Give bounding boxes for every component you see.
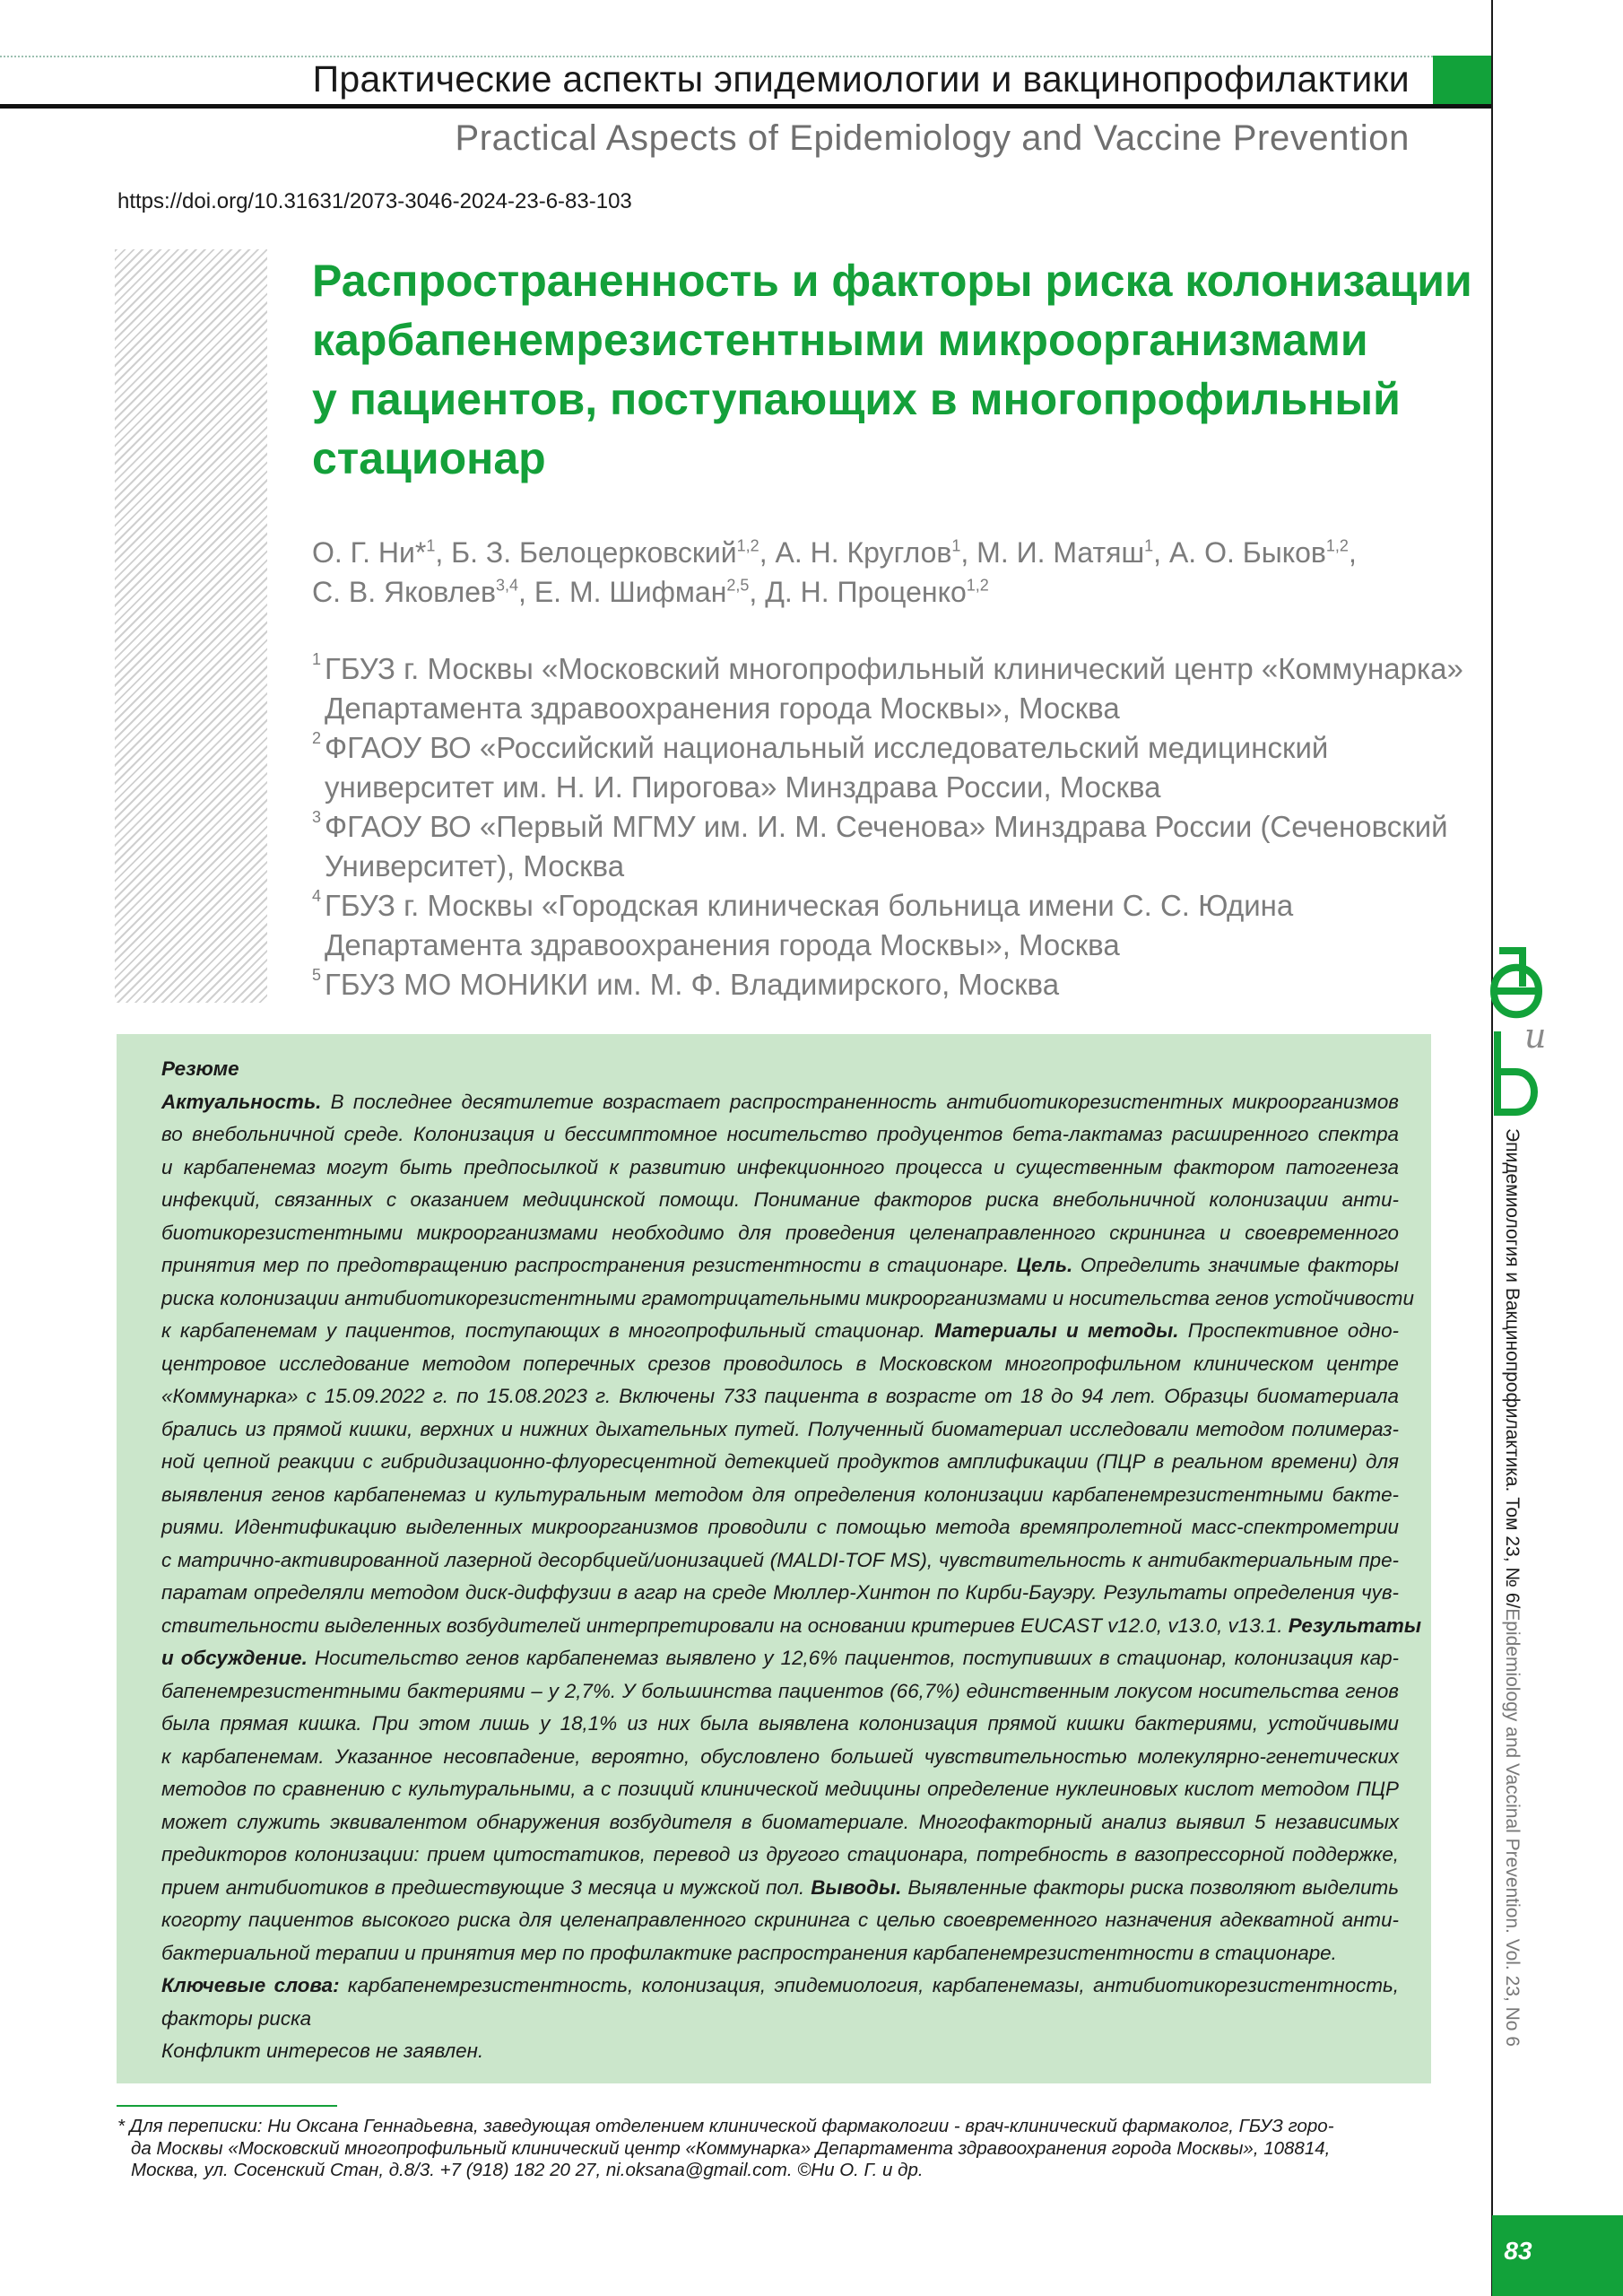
abstract-text-run: карбапенемрезистентность, колонизация, эпидемиология, карбапенемазы, антибиотикорезистентность, [339, 1974, 1400, 1996]
abstract-text-run: ствительности выделенных возбудителей интерпретировали на основании критериев EUCAST v12.0, v13.0, v13.1. [161, 1613, 1289, 1637]
author-separator: , [749, 576, 766, 608]
author-line [312, 572, 1451, 612]
abstract-line [161, 1283, 1414, 1316]
abstract-heading: Резюме [161, 1057, 239, 1080]
author-separator: , [518, 576, 534, 608]
abstract-text-run: предикторов колонизации: прием цитостатиков, перевод из другого стационара, потребность в вазопрессорной поддержке, [161, 1843, 1399, 1866]
page-number: 83 [1504, 2237, 1532, 2265]
abstract-text-run: к карбапенемам. Указанное несовпадение, вероятно, обусловлено большей чувствительностью молекулярно-генетических [161, 1744, 1399, 1768]
sidebar-rule [1491, 0, 1493, 2296]
article-title [312, 251, 1472, 488]
abstract-line [161, 1217, 1399, 1250]
abstract-text-run: к карбапенемам у пациентов, поступающих в многопрофильный стационар. [161, 1319, 935, 1342]
author-name: Е. М. Шифман [534, 576, 727, 608]
affiliation-item [312, 965, 1451, 1004]
abstract-text-run: инфекций, связанных с оказанием медицинской помощи. Понимание факторов риска внебольничной колонизации анти- [161, 1188, 1399, 1211]
author-separator: , [960, 536, 977, 569]
affiliation-line: ГБУЗ г. Москвы «Городская клиническая больница имени С. С. Юдина [325, 889, 1294, 922]
abstract-line [161, 1413, 1399, 1447]
sidebar-running-en: Epidemiology and Vaccinal Prevention. Vol. 23, No 6 [1502, 1608, 1523, 2047]
abstract-line [161, 1348, 1399, 1381]
affiliation-line: ФГАОУ ВО «Первый МГМУ им. И. М. Сеченова» Минздрава России (Сеченовский [325, 810, 1448, 843]
abstract-line [161, 1511, 1399, 1544]
author-affiliation-ref: 3,4 [496, 576, 519, 595]
author-separator: , [759, 536, 776, 569]
abstract-text [161, 1053, 1421, 2068]
abstract-line [161, 1184, 1399, 1217]
abstract-line [161, 1479, 1399, 1512]
affiliation-line: Департамента здравоохранения города Москвы», Москва [325, 928, 1120, 961]
doi-link[interactable]: https://doi.org/10.31631/2073-3046-2024-23-6-83-103 [117, 189, 632, 213]
sidebar-running-title [1497, 1128, 1526, 2061]
abstract-line [161, 1708, 1399, 1741]
abstract-line [161, 2035, 1399, 2068]
affiliation-number: 5 [312, 966, 322, 984]
affiliation-number: 4 [312, 887, 322, 905]
abstract-text-run: В последнее десятилетие возрастает распространенность антибиотикорезистентных микроорганизмов [321, 1090, 1399, 1113]
author-name: М. И. Матяш [976, 536, 1145, 569]
abstract-text-run: Проспективное одно- [1178, 1319, 1399, 1342]
author-affiliation-ref: 1,2 [736, 536, 759, 555]
author-name: Б. З. Белоцерковский [451, 536, 737, 569]
abstract-text-run: Конфликт интересов не заявлен. [161, 2039, 484, 2062]
abstract-text-run: во внебольничной среде. Колонизация и бессимптомное носительство продуцентов бета-лактамаз расширенного спектра [161, 1123, 1399, 1145]
abstract-label: Материалы и методы. [934, 1319, 1179, 1342]
abstract-text-run: брались из прямой кишки, верхних и нижних дыхательных путей. Полученный биоматериал исследовали методом полимераз- [161, 1417, 1399, 1440]
affiliation-item [312, 649, 1463, 728]
abstract-line [161, 1118, 1399, 1152]
abstract-text-run: риями. Идентификацию выделенных микроорганизмов проводили с помощью метода времяпролетной масс-спектрометрии [161, 1516, 1399, 1538]
sidebar-running-ru: Эпидемиология и Вакцинопрофилактика. Том 23, № 6/ [1502, 1128, 1523, 1609]
author-name: Д. Н. Проценко [765, 576, 967, 608]
author-affiliation-ref: 2,5 [726, 576, 750, 595]
author-name: А. Н. Круглов [775, 536, 952, 569]
decorative-hatch [115, 249, 267, 1003]
affiliation-number: 3 [312, 808, 322, 826]
author-separator: , [1348, 536, 1357, 569]
affiliation-list [312, 649, 1463, 1004]
abstract-label: Актуальность. [161, 1090, 322, 1113]
abstract-line [161, 2003, 1399, 2036]
abstract-text-run: Определить значимые факторы [1072, 1254, 1399, 1276]
abstract-line [161, 1380, 1399, 1413]
author-affiliation-ref: 1,2 [1325, 536, 1349, 555]
author-name: С. В. Яковлев [312, 576, 497, 608]
title-line: карбапенемрезистентными микроорганизмами [312, 315, 1368, 365]
abstract-label: и обсуждение. [161, 1647, 308, 1669]
author-affiliation-ref: 1 [951, 536, 961, 555]
journal-title-ru: Практические аспекты эпидемиологии и вакцинопрофилактики [312, 58, 1410, 100]
footnote-line: да Москвы «Московский многопрофильный клинический центр «Коммунарка» Департамента здравоохранения города Москвы», 108814, [131, 2137, 1331, 2159]
abstract-text-run: центровое исследование методом поперечных срезов проводилось в Московском многопрофильном клиническом центре [161, 1352, 1399, 1375]
affiliation-number: 2 [312, 729, 322, 747]
abstract-line [161, 1675, 1399, 1709]
affiliation-item [312, 886, 1451, 965]
abstract-label: Выводы. [811, 1875, 902, 1899]
affiliation-line: ГБУЗ МО МОНИКИ им. М. Ф. Владимирского, Москва [325, 968, 1060, 1001]
abstract-line [161, 1086, 1399, 1119]
abstract-label: Цель. [1016, 1254, 1073, 1276]
footnote-rule [117, 2105, 337, 2107]
abstract-text-run: бапенемрезистентными бактериями – у 2,7%. У большинства пациентов (66,7%) единственным локусом носительства генов [161, 1679, 1399, 1702]
affiliation-line: Университет), Москва [325, 849, 625, 883]
abstract-line [161, 1152, 1399, 1185]
abstract-text-run: риска колонизации антибиотикорезистентными грамотрицательными микроорганизмами и носительства генов устойчивости [161, 1286, 1414, 1309]
author-list [312, 533, 1451, 612]
abstract-text-run: «Коммунарка» с 15.09.2022 г. по 15.08.2023 г. Включены 733 пациента в возрасте от 18 до 94 лет. Образцы биоматериала [161, 1385, 1399, 1407]
abstract-text-run: с матрично-активированной лазерной десорбцией/ионизацией (MALDI-TOF MS), чувствительность к антибактериальным пре- [161, 1548, 1399, 1571]
abstract-line [161, 1773, 1399, 1806]
abstract-text-run: была прямая кишка. При этом лишь у 18,1% из них была выявлена колонизация прямой кишки бактериями, устойчивыми [161, 1712, 1399, 1735]
affiliation-number: 1 [312, 650, 322, 668]
abstract-label: Результаты [1288, 1613, 1421, 1637]
abstract-text-run: факторы риска [161, 2006, 312, 2030]
abstract-text-run: когорту пациентов высокого риска для целенаправленного скрининга с целью своевременного назначения адекватной анти- [161, 1909, 1399, 1931]
abstract-line [161, 1249, 1399, 1283]
journal-title-en: Practical Aspects of Epidemiology and Vaccine Prevention [455, 118, 1410, 158]
abstract-text-run: выявления генов карбапенемаз и культуральным методом для определения колонизации карбапенемрезистентными бакте- [161, 1483, 1399, 1506]
title-line: стационар [312, 433, 546, 483]
affiliation-item [312, 807, 1451, 886]
abstract-line [161, 1970, 1399, 2003]
abstract-text-run: прием антибиотиков в предшествующие 3 месяца и мужской пол. [161, 1875, 812, 1899]
abstract-line [161, 1872, 1399, 1905]
abstract-text-run: паратам определяли методом диск-диффузии в агар на среде Мюллер-Хинтон по Кирби-Бауэру. Результаты определения чув- [161, 1581, 1399, 1604]
affiliation-item [312, 728, 1451, 807]
abstract-text-run: методов по сравнению с культуральными, а с позиций клинической медицины определение нуклеиновых кислот методом ПЦР [161, 1778, 1399, 1800]
abstract-text-run: принятия мер по предотвращению распространения резистентности в стационаре. [161, 1254, 1017, 1276]
abstract-line [161, 1610, 1421, 1643]
author-separator: , [435, 536, 452, 569]
abstract-text-run: бактериальной терапии и принятия мер по профилактике распространения карбапенемрезистентности в стационаре. [161, 1941, 1337, 1964]
author-separator: , [1153, 536, 1169, 569]
affiliation-line: ФГАОУ ВО «Российский национальный исследовательский медицинский [325, 731, 1329, 764]
abstract-text-run: Выявленные факторы риска позволяют выделить [901, 1875, 1399, 1899]
author-name: А. О. Быков [1168, 536, 1326, 569]
affiliation-line: университет им. Н. И. Пирогова» Минздрава России, Москва [325, 770, 1161, 804]
abstract-line [161, 1839, 1399, 1872]
abstract-line [161, 1806, 1399, 1839]
correspondence-footnote [117, 2116, 1418, 2182]
journal-logo-icon [1488, 942, 1547, 1121]
abstract-label: Ключевые слова: [161, 1974, 340, 1996]
affiliation-line: ГБУЗ г. Москвы «Московский многопрофильный клинический центр «Коммунарка» [325, 652, 1463, 685]
svg-text:u: u [1524, 1016, 1547, 1056]
abstract-line [161, 1642, 1399, 1675]
abstract-line [161, 1446, 1399, 1479]
abstract-line [161, 1544, 1399, 1578]
header-rule [0, 104, 1492, 109]
author-affiliation-ref: 1 [426, 536, 436, 555]
affiliation-line: Департамента здравоохранения города Москвы», Москва [325, 691, 1120, 725]
author-affiliation-ref: 1,2 [966, 576, 989, 595]
abstract-line [161, 1315, 1399, 1348]
abstract-text-run: биотикорезистентными микроорганизмами необходимо для проведения целенаправленного скрининга и своевременного [161, 1221, 1399, 1244]
abstract-text-run: и карбапенемаз могут быть предпосылкой к развитию инфекционного процесса и существенным фактором патогенеза [161, 1155, 1399, 1178]
abstract-line [161, 1577, 1399, 1610]
author-line [312, 533, 1451, 572]
abstract-text-run: может служить эквивалентом обнаружения возбудителя в биоматериале. Многофакторный анализ выявил 5 независимых [161, 1810, 1399, 1833]
abstract-line [161, 1904, 1399, 1937]
author-name: О. Г. Ни* [312, 536, 427, 569]
abstract-line [161, 1937, 1399, 1970]
abstract-text-run: Носительство генов карбапенемаз выявлено у 12,6% пациентов, поступивших в стационар, колонизация кар- [307, 1647, 1399, 1669]
footnote-line: Москва, ул. Сосенский Стан, д.8/3. +7 (918) 182 20 27, ni.oksana@gmail.com. ©Ни О. Г. и др. [131, 2160, 924, 2180]
title-line: Распространенность и факторы риска колонизации [312, 256, 1472, 306]
title-line: у пациентов, поступающих в многопрофильный [312, 374, 1401, 424]
abstract-text-run: ной цепной реакции с гибридизационно-флуоресцентной детекцией продуктов амплификации (ПЦР в реальном времени) для [161, 1450, 1399, 1473]
header-accent-block [1433, 56, 1492, 104]
abstract-line [161, 1741, 1399, 1774]
author-affiliation-ref: 1 [1144, 536, 1154, 555]
footnote-line: * Для переписки: Ни Оксана Геннадьевна, заведующая отделением клинической фармакологии - врач-клинический фармаколог, ГБУЗ горо- [117, 2116, 1334, 2136]
